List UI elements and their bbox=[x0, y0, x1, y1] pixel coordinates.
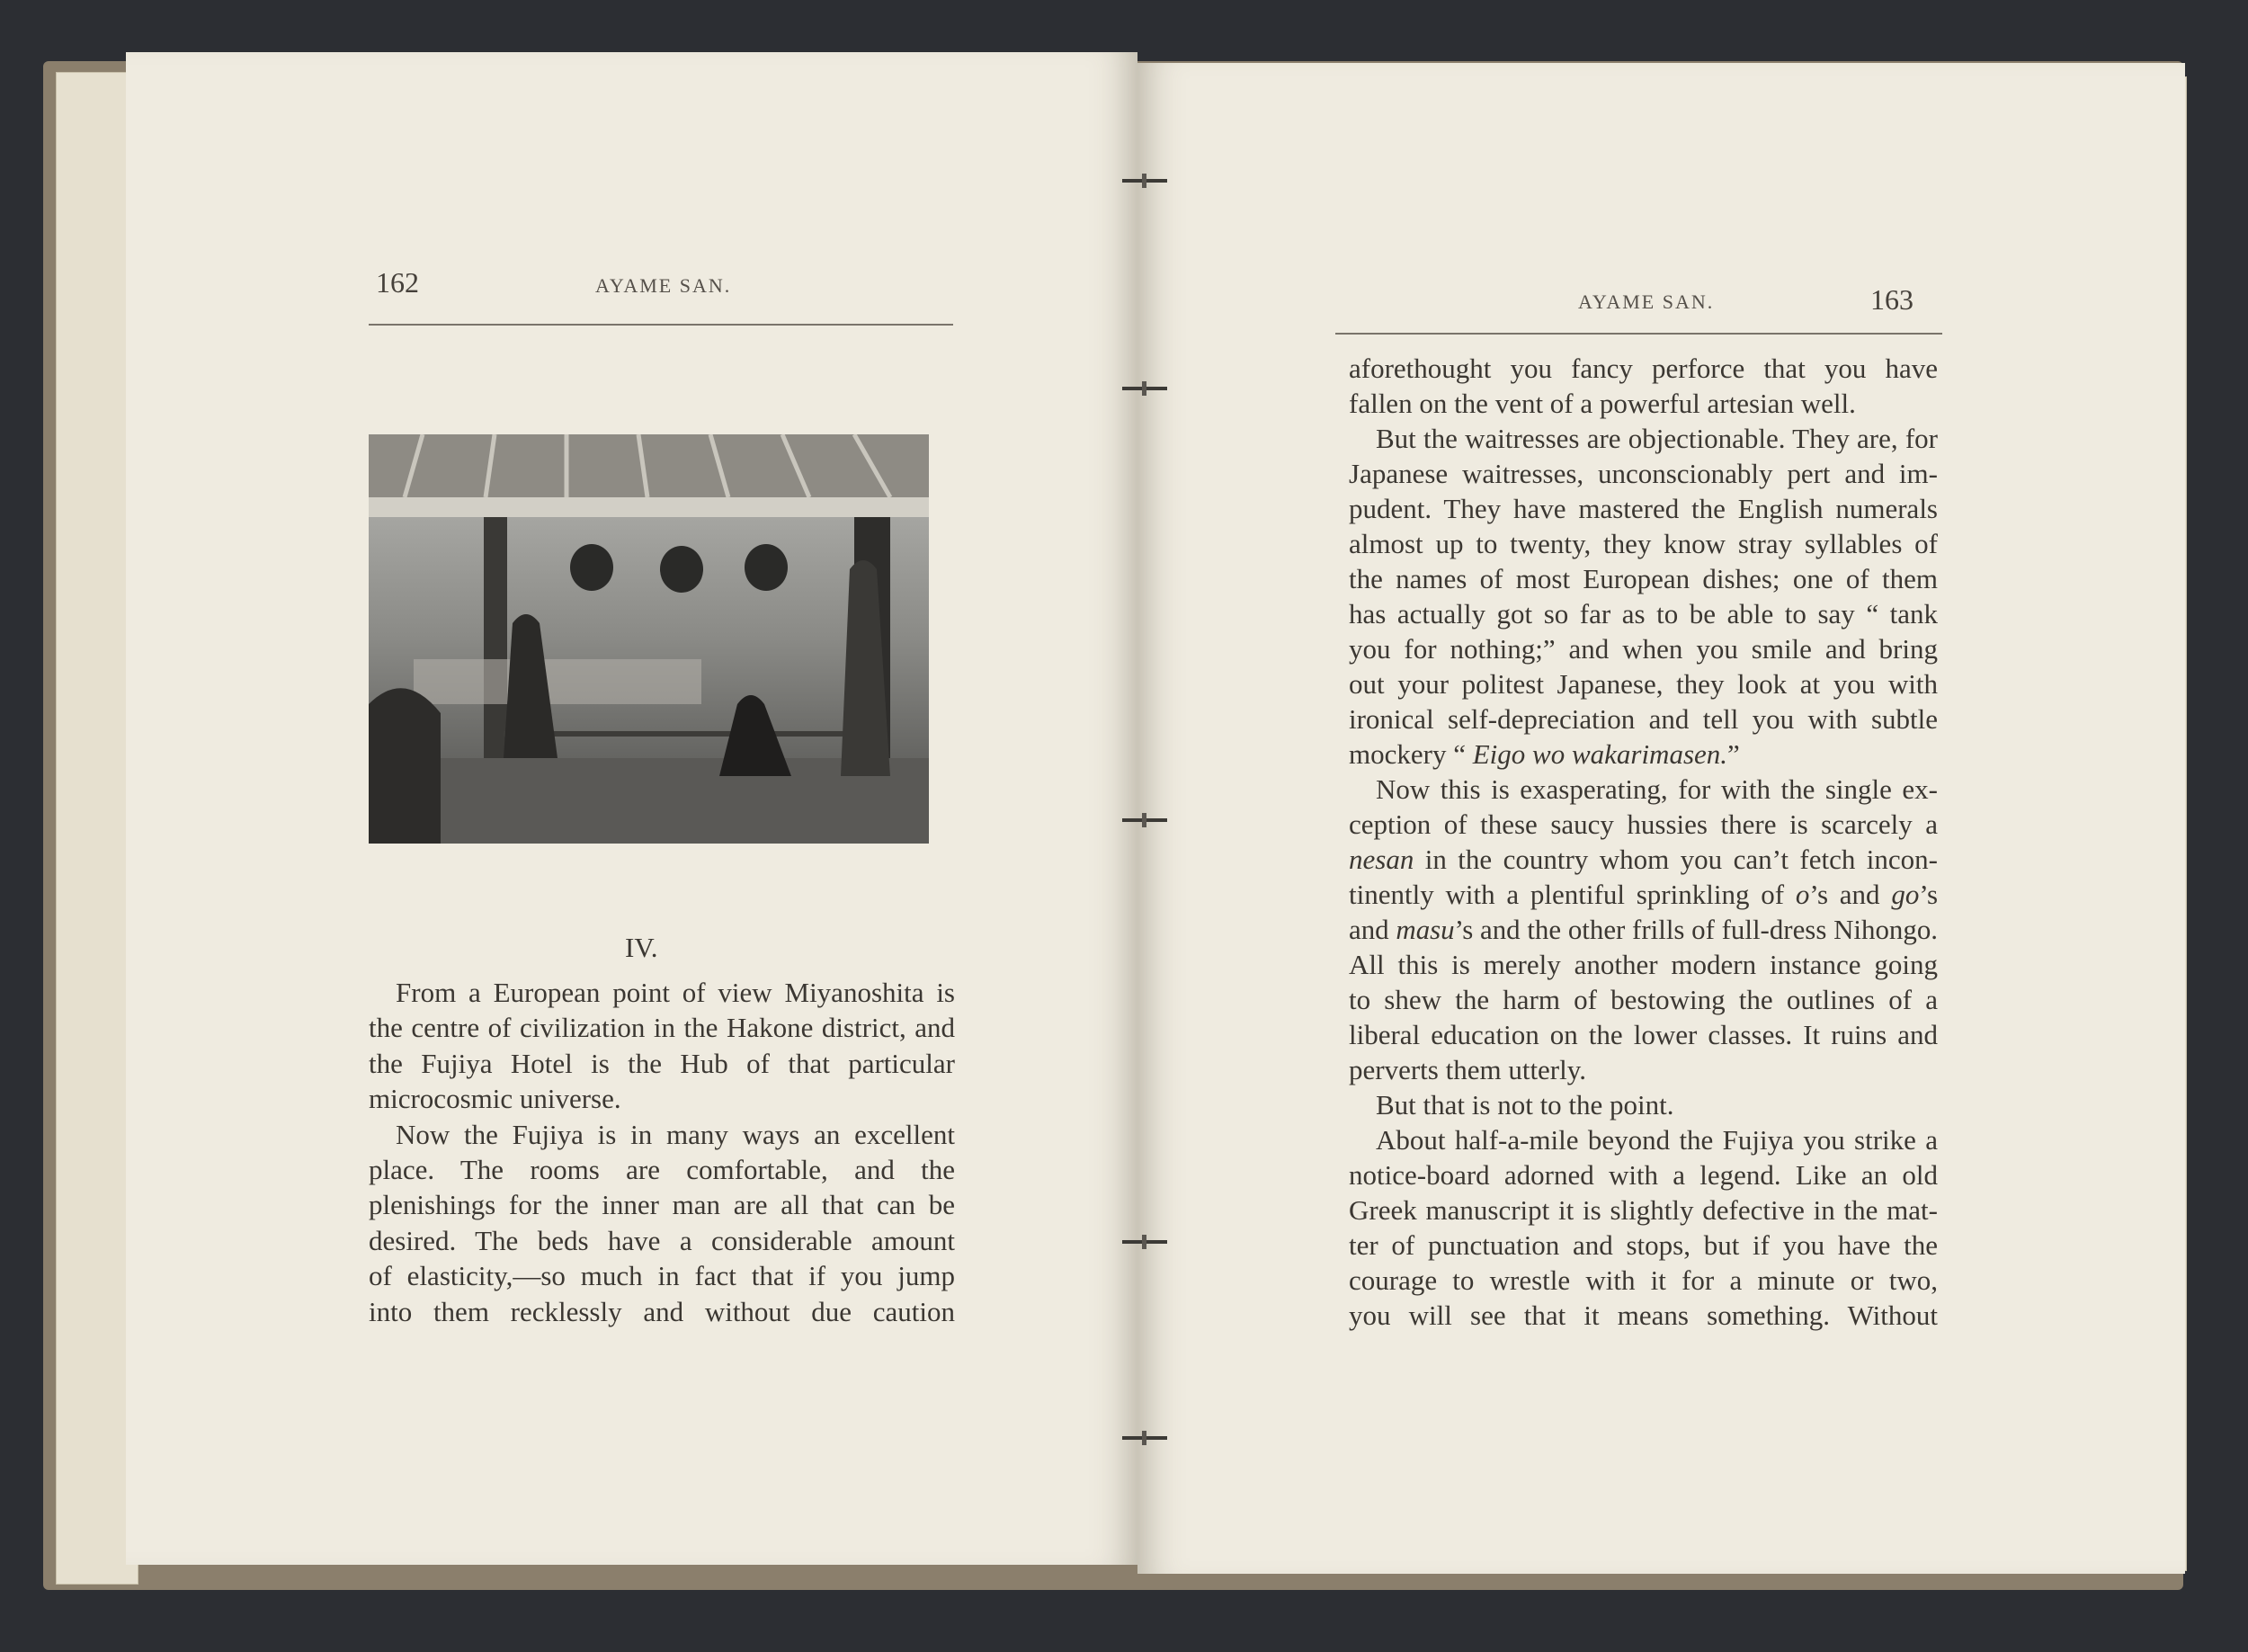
text-segment: ironical self-depreciation and tell you with subtle bbox=[1349, 703, 1938, 735]
text-segment: the names of most European dishes; one of them bbox=[1349, 563, 1938, 594]
text-segment: fallen on the vent of a powerful artesian well. bbox=[1349, 388, 1856, 419]
text-line bbox=[1349, 701, 1938, 737]
text-segment: desired. The beds have a considerable amount bbox=[369, 1224, 955, 1256]
text-line bbox=[1349, 1052, 1938, 1087]
text-line bbox=[1349, 666, 1938, 701]
text-line bbox=[1349, 807, 1938, 842]
binding-stitch bbox=[1122, 179, 1167, 183]
text-segment: ’s and the other frills of full-dress Nihongo. bbox=[1454, 914, 1938, 945]
text-line bbox=[369, 1223, 955, 1258]
text-line bbox=[369, 1294, 955, 1329]
right-page bbox=[1137, 63, 2185, 1574]
text-segment: out your politest Japanese, they look at you with bbox=[1349, 668, 1938, 700]
text-segment: you will see that it means something. Without bbox=[1349, 1299, 1938, 1331]
text-segment: almost up to twenty, they know stray syllables of bbox=[1349, 528, 1938, 559]
header-rule bbox=[369, 324, 953, 326]
binding-stitch bbox=[1122, 1436, 1167, 1440]
binding-stitch bbox=[1122, 1240, 1167, 1244]
text-line bbox=[1349, 526, 1938, 561]
running-head: AYAME SAN. bbox=[595, 274, 732, 297]
text-line bbox=[1349, 491, 1938, 526]
text-segment: ’s and bbox=[1809, 879, 1892, 910]
text-line bbox=[1349, 737, 1938, 772]
text-line bbox=[396, 1117, 955, 1152]
running-head: AYAME SAN. bbox=[1578, 290, 1715, 313]
text-segment: Japanese waitresses, unconscionably pert and im- bbox=[1349, 458, 1938, 489]
text-line bbox=[1349, 631, 1938, 666]
text-segment: you for nothing;” and when you smile and bring bbox=[1349, 633, 1938, 665]
page-number: 162 bbox=[376, 266, 419, 299]
text-segment: into them recklessly and without due caution bbox=[369, 1295, 955, 1327]
text-line bbox=[1349, 561, 1938, 596]
text-line bbox=[1376, 421, 1938, 456]
text-segment: of elasticity,—so much in fact that if you jump bbox=[369, 1260, 955, 1292]
text-line bbox=[1349, 947, 1938, 982]
text-segment: ter of punctuation and stops, but if you have the bbox=[1349, 1229, 1938, 1261]
text-segment: notice-board adorned with a legend. Like an old bbox=[1349, 1159, 1938, 1191]
text-segment: Now the Fujiya is in many ways an excellent bbox=[396, 1118, 955, 1150]
text-segment: courage to wrestle with it for a minute or two, bbox=[1349, 1264, 1938, 1296]
text-segment: to shew the harm of bestowing the outlines of a bbox=[1349, 984, 1938, 1015]
text-line bbox=[1349, 1192, 1938, 1228]
text-segment: ” bbox=[1727, 738, 1740, 770]
italic-text: go bbox=[1891, 879, 1920, 910]
italic-text: o bbox=[1795, 879, 1810, 910]
text-segment: Greek manuscript it is slightly defective in the mat- bbox=[1349, 1194, 1938, 1226]
text-segment: ception of these saucy hussies there is scarcely a bbox=[1349, 808, 1938, 840]
text-line bbox=[1349, 982, 1938, 1017]
header-rule bbox=[1335, 333, 1942, 335]
text-line bbox=[369, 1258, 955, 1293]
text-segment: ’s bbox=[1919, 879, 1939, 910]
text-line bbox=[1349, 1298, 1938, 1333]
text-segment: microcosmic universe. bbox=[369, 1083, 621, 1115]
text-line bbox=[369, 1081, 955, 1116]
text-line bbox=[369, 1152, 955, 1187]
text-segment: and bbox=[1349, 914, 1396, 945]
photograph-veranda-scene bbox=[369, 434, 929, 844]
text-segment: About half-a-mile beyond the Fujiya you strike a bbox=[1376, 1124, 1938, 1156]
text-segment: the centre of civilization in the Hakone district, and bbox=[369, 1012, 955, 1044]
text-segment: perverts them utterly. bbox=[1349, 1054, 1586, 1085]
text-line bbox=[1376, 772, 1938, 807]
text-line bbox=[1376, 1087, 1938, 1122]
text-segment: Now this is exasperating, for with the single ex- bbox=[1376, 773, 1938, 805]
text-segment: the Fujiya Hotel is the Hub of that particular bbox=[369, 1047, 955, 1079]
text-line bbox=[1349, 351, 1938, 386]
text-line bbox=[1349, 456, 1938, 491]
italic-text: masu bbox=[1396, 914, 1455, 945]
text-line bbox=[1349, 912, 1938, 947]
text-line bbox=[1349, 877, 1938, 912]
text-segment: But the waitresses are objectionable. They are, for bbox=[1376, 423, 1938, 454]
binding-stitch bbox=[1122, 387, 1167, 390]
text-line bbox=[369, 1046, 955, 1081]
text-line bbox=[396, 975, 955, 1010]
text-segment: But that is not to the point. bbox=[1376, 1089, 1674, 1121]
text-segment: aforethought you fancy perforce that you have bbox=[1349, 353, 1938, 384]
text-line bbox=[369, 1010, 955, 1045]
text-line bbox=[1376, 1122, 1938, 1157]
text-line bbox=[1349, 1017, 1938, 1052]
text-segment: pudent. They have mastered the English numerals bbox=[1349, 493, 1938, 524]
text-segment: liberal education on the lower classes. It ruins and bbox=[1349, 1019, 1938, 1050]
binding-stitch bbox=[1122, 818, 1167, 822]
italic-text: nesan bbox=[1349, 844, 1414, 875]
text-segment: plenishings for the inner man are all that can be bbox=[369, 1189, 955, 1221]
text-line bbox=[1349, 1263, 1938, 1298]
text-line bbox=[369, 1187, 955, 1222]
text-segment: All this is merely another modern instance going bbox=[1349, 949, 1938, 980]
text-segment: tinently with a plentiful sprinkling of bbox=[1349, 879, 1796, 910]
text-segment: From a European point of view Miyanoshita is bbox=[396, 977, 955, 1008]
page-number: 163 bbox=[1870, 283, 1913, 316]
section-heading: IV. bbox=[625, 932, 658, 963]
text-segment: place. The rooms are comfortable, and the bbox=[369, 1154, 955, 1185]
text-line bbox=[1349, 1157, 1938, 1192]
text-segment: in the country whom you can’t fetch incon- bbox=[1414, 844, 1938, 875]
text-line bbox=[1349, 386, 1938, 421]
italic-text: Eigo wo wakarimasen. bbox=[1472, 738, 1728, 770]
text-segment: mockery “ bbox=[1349, 738, 1473, 770]
text-line bbox=[1349, 842, 1938, 877]
text-line bbox=[1349, 596, 1938, 631]
text-line bbox=[1349, 1228, 1938, 1263]
text-segment: has actually got so far as to be able to say “ tank bbox=[1349, 598, 1938, 630]
